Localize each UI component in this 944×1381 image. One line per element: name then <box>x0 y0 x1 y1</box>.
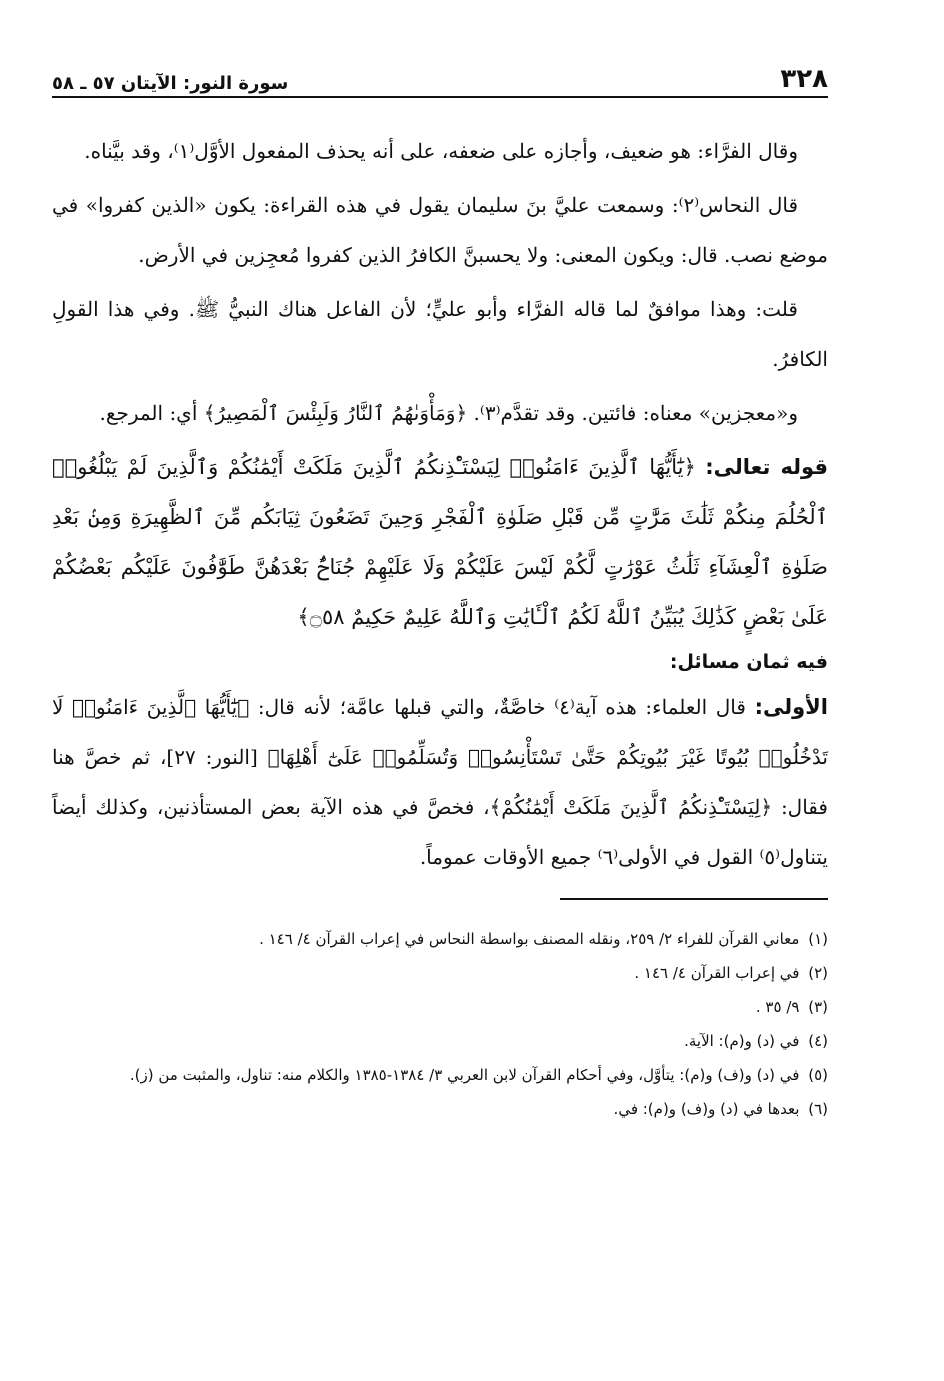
section-heading: فيه ثمان مسائل: <box>669 651 828 673</box>
footnote-number: (١) <box>808 930 828 948</box>
paragraph: قلت: وهذا موافقٌ لما قاله الفرَّاء وأبو عليٍّ؛ لأن الفاعل هناك النبيُّ ﷺ. وفي هذا القولِ الكافرُ. <box>52 297 828 371</box>
footnote <box>52 1060 828 1090</box>
paragraph: وقال الفرَّاء: هو ضعيف، وأجازه على ضعفه، على أنه يحذف المفعول الأوَّل⁽١⁾، وقد بيَّناه. <box>84 139 798 163</box>
footnote-text: في إعراب القرآن ٤/ ١٤٦ . <box>634 964 800 982</box>
footnote <box>52 924 828 954</box>
footnote-number: (٤) <box>808 1032 828 1050</box>
verse-lead: قوله تعالى: <box>705 455 828 479</box>
issue-text: قال العلماء: هذه آية⁽٤⁾ خاصَّةٌ، والتي قبلها عامَّة؛ لأنه قال: ﴿يَٰٓأَيُّهَا ٱلَّذِينَ ءَامَنُوا۟ لَا تَدْخُلُوا۟ بُيُوتًا غَيْرَ بُيُوتِكُمْ حَتَّىٰ تَسْتَأْنِسُوا۟ وَتُسَلِّمُوا۟ عَلَىٰٓ أَهْلِهَا﴾ [النور: ٢٧]، ثم خصَّ هنا فقال: ﴿لِيَسْتَـْٔذِنكُمُ ٱلَّذِينَ مَلَكَتْ أَيْمَٰنُكُمْ﴾، فخصَّ في هذه الآية بعض المستأذنين، وكذلك أيضاً يتناول⁽٥⁾ القول في الأولى⁽٦⁾ جميع الأوقات عموماً. <box>52 695 829 869</box>
quran-verse-block <box>52 442 828 642</box>
footnote <box>52 1026 828 1056</box>
footnote <box>52 992 828 1022</box>
footnote-text: معاني القرآن للفراء ٢/ ٢٥٩، ونقله المصنف بواسطة النحاس في إعراب القرآن ٤/ ١٤٦ . <box>259 930 800 948</box>
page-number: ٣٢٨ <box>780 64 828 94</box>
footnote-number: (٦) <box>808 1100 828 1118</box>
footnote <box>52 958 828 988</box>
footnote-text: في (د) و(م): الآية. <box>684 1032 800 1050</box>
running-title: سورة النور: الآيتان ٥٧ ـ ٥٨ <box>52 73 289 94</box>
footnote-number: (٥) <box>808 1066 828 1084</box>
footnote-divider <box>560 898 828 900</box>
footnote-text: في (د) و(ف) و(م): يتأوَّل، وفي أحكام القرآن لابن العربي ٣/ ١٣٨٤-١٣٨٥ والكلام منه: تناول، والمثبت من (ز). <box>129 1066 800 1084</box>
page-body <box>52 126 828 882</box>
page-header <box>52 56 828 98</box>
verse-text: ﴿يَٰٓأَيُّهَا ٱلَّذِينَ ءَامَنُوا۟ لِيَسْتَـْٔذِنكُمُ ٱلَّذِينَ مَلَكَتْ أَيْمَٰنُكُمْ وَٱلَّذِينَ لَمْ يَبْلُغُوا۟ ٱلْحُلُمَ مِنكُمْ ثَلَٰثَ مَرَّٰتٍ مِّن قَبْلِ صَلَوٰةِ ٱلْفَجْرِ وَحِينَ تَضَعُونَ ثِيَابَكُم مِّنَ ٱلظَّهِيرَةِ وَمِنۢ بَعْدِ صَلَوٰةِ ٱلْعِشَآءِ ثَلَٰثُ عَوْرَٰتٍ لَّكُمْ لَيْسَ عَلَيْكُمْ وَلَا عَلَيْهِمْ جُنَاحٌۢ بَعْدَهُنَّ طَوَّٰفُونَ عَلَيْكُم بَعْضُكُمْ عَلَىٰ بَعْضٍ كَذَٰلِكَ يُبَيِّنُ ٱللَّهُ لَكُمُ ٱلْـَٔايَٰتِ وَٱللَّهُ عَلِيمٌ حَكِيمٌ ۝٥٨﴾ <box>52 455 828 629</box>
footnote-number: (٣) <box>808 998 828 1016</box>
issue-lead: الأولى: <box>754 695 828 719</box>
footnote-number: (٢) <box>808 964 828 982</box>
paragraph: قال النحاس⁽٢⁾: وسمعت عليَّ بنَ سليمان يقول في هذه القراءة: يكون «الذين كفروا» في موضع نصب. قال: ويكون المعنى: ولا يحسبنَّ الكافرُ الذين كفروا مُعجِزين في الأرض. <box>52 193 828 267</box>
footnote <box>52 1094 828 1124</box>
footnote-text: بعدها في (د) و(ف) و(م): في. <box>613 1100 800 1118</box>
footnotes <box>52 924 828 1124</box>
book-page <box>52 56 828 1128</box>
footnote-text: ٩/ ٣٥ . <box>755 998 800 1016</box>
paragraph: و«معجزين» معناه: فائتين. وقد تقدَّم⁽٣⁾. ﴿وَمَأْوَىٰهُمُ ٱلنَّارُ وَلَبِئْسَ ٱلْمَصِيرُ﴾ أي: المرجع. <box>99 401 798 425</box>
issue-paragraph <box>52 682 828 882</box>
